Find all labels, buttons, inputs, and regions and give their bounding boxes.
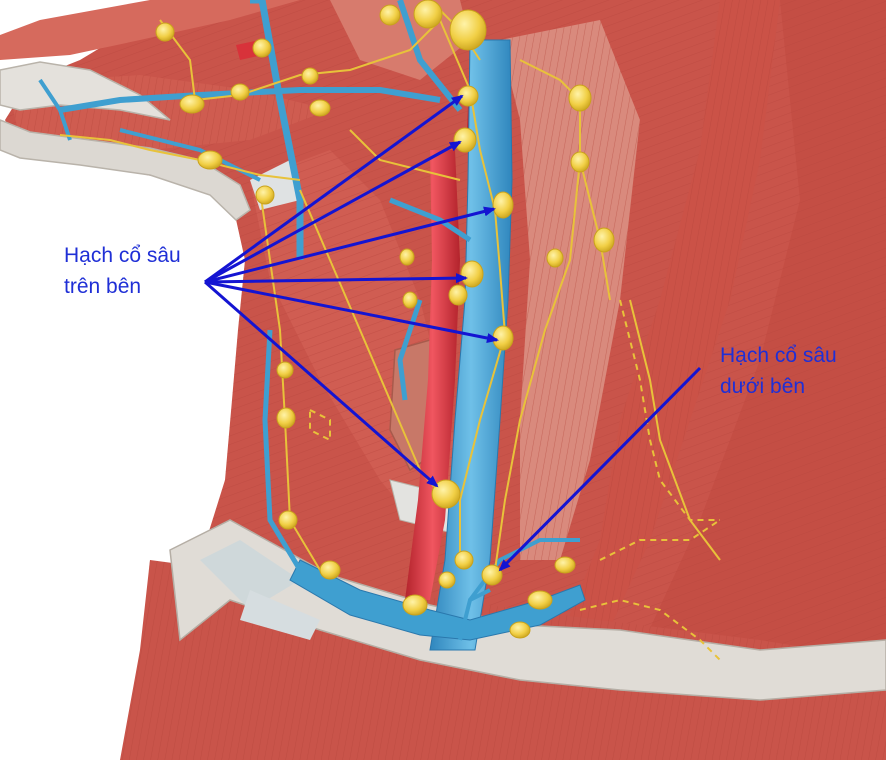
- label-upper-line-2: trên bên: [64, 275, 142, 298]
- label-lower-lateral-deep-cervical-nodes: [720, 340, 837, 402]
- label-upper-lateral-deep-cervical-nodes: [64, 240, 181, 302]
- label-upper-line-1: Hạch cổ sâu: [64, 244, 181, 267]
- label-lower-line-1: Hạch cổ sâu: [720, 344, 837, 367]
- label-lower-line-2: dưới bên: [720, 375, 806, 398]
